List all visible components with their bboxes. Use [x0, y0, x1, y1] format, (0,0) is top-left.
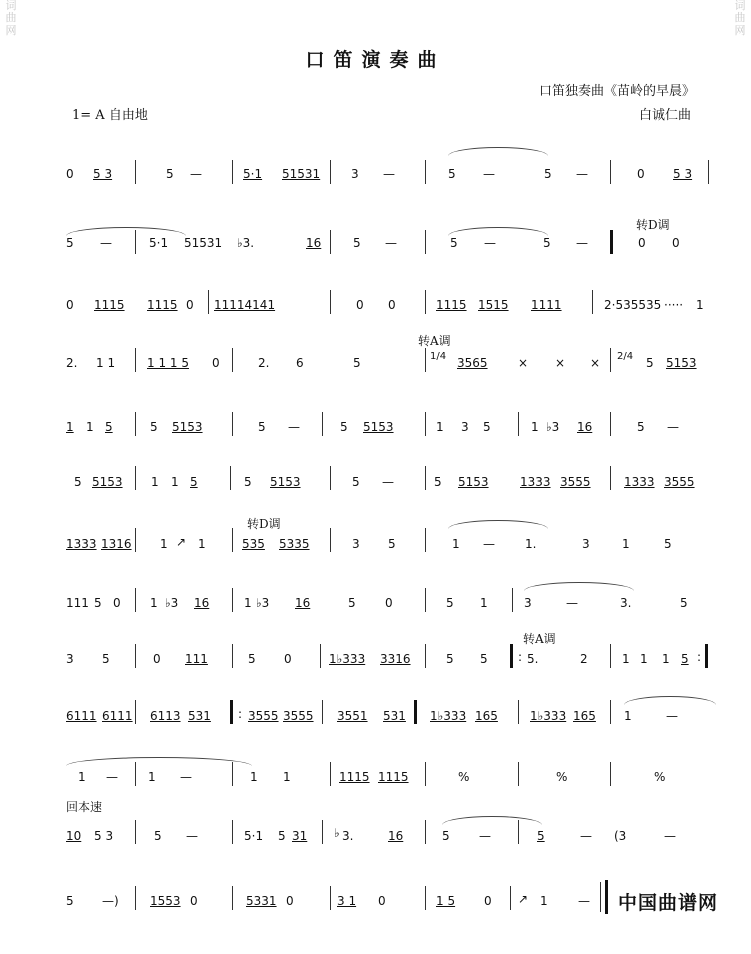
- note-token: 0: [638, 236, 646, 250]
- note-token: 5: [664, 537, 672, 551]
- barline: [232, 762, 233, 786]
- note-token: 0: [378, 894, 386, 908]
- note-token: 5: [483, 420, 491, 434]
- note-token: —: [382, 475, 394, 489]
- note-token: 0: [388, 298, 396, 312]
- note-token: 5: [352, 475, 360, 489]
- note-token: 1115: [94, 298, 125, 312]
- barline: [610, 762, 611, 786]
- barline: [135, 700, 136, 724]
- barline: [425, 644, 426, 668]
- barline: [330, 290, 331, 314]
- note-token: 3555: [560, 475, 591, 489]
- barline: [135, 466, 136, 490]
- note-token: 5153: [92, 475, 123, 489]
- barline: [425, 466, 426, 490]
- note-token: —: [666, 709, 678, 723]
- repeat-dots: :: [238, 707, 243, 721]
- note-token: 5: [480, 652, 488, 666]
- note-token: 1333: [624, 475, 655, 489]
- note-token: 5: [154, 829, 162, 843]
- note-token: 3: [582, 537, 590, 551]
- note-token: 6113: [150, 709, 181, 723]
- barline: [135, 886, 136, 910]
- note-token: 5: [258, 420, 266, 434]
- note-token: 1: [151, 475, 159, 489]
- note-token: 1: [283, 770, 291, 784]
- time-signature: 1/4: [430, 351, 447, 362]
- slur: [624, 696, 716, 705]
- note-token: 5: [388, 537, 396, 551]
- note-token: 1: [624, 709, 632, 723]
- note-token: ·····: [664, 298, 684, 312]
- note-token: —: [288, 420, 300, 434]
- note-token: 5.: [527, 652, 539, 666]
- note-token: 5335: [279, 537, 310, 551]
- note-token: 1 1 1 5: [147, 356, 189, 370]
- note-token: —: [186, 829, 198, 843]
- note-token: 0: [484, 894, 492, 908]
- barline: [425, 348, 426, 372]
- note-token: 16: [306, 236, 322, 250]
- note-token: 1: [148, 770, 156, 784]
- barline: [232, 588, 233, 612]
- barline: [610, 412, 611, 436]
- barline: [592, 290, 593, 314]
- barline: [322, 700, 323, 724]
- note-token: 5: [434, 475, 442, 489]
- glide-arrow: ↗: [518, 892, 529, 906]
- barline: [135, 348, 136, 372]
- note-token: 3.: [342, 829, 354, 843]
- barline: [135, 644, 136, 668]
- note-token: 5153: [458, 475, 489, 489]
- note-token: 51531: [282, 167, 321, 181]
- barline: [425, 820, 426, 844]
- note-token: 5: [637, 420, 645, 434]
- note-token: 1553: [150, 894, 181, 908]
- note-token: 3: [352, 537, 360, 551]
- note-token: 1: [662, 652, 670, 666]
- repeat-dots: :: [518, 650, 523, 664]
- barline: [322, 412, 323, 436]
- note-token: —: [580, 829, 592, 843]
- barline: [610, 644, 611, 668]
- note-token: 3565: [457, 356, 488, 370]
- note-token: 535: [242, 537, 265, 551]
- note-token: 5: [442, 829, 450, 843]
- note-token: 5: [537, 829, 545, 843]
- note-token: 5: [448, 167, 456, 181]
- note-token: 5153: [270, 475, 301, 489]
- note-token: 0: [66, 167, 74, 181]
- note-token: 3316: [380, 652, 411, 666]
- barline: [330, 886, 331, 910]
- note-token: 6111: [102, 709, 133, 723]
- note-token: 5: [190, 475, 198, 489]
- note-token: 5: [248, 652, 256, 666]
- repeat-mark: %: [556, 770, 568, 784]
- note-token: 5: [150, 420, 158, 434]
- note-token: 51531: [184, 236, 223, 250]
- note-token: 1: [436, 420, 444, 434]
- note-token: 1: [640, 652, 648, 666]
- note-token: 5: [66, 894, 74, 908]
- note-token: 0: [385, 596, 393, 610]
- barline: [135, 528, 136, 552]
- note-token: 5153: [172, 420, 203, 434]
- barline: [232, 886, 233, 910]
- repeat-mark: %: [654, 770, 666, 784]
- note-token: 165: [573, 709, 596, 723]
- note-token: 16: [388, 829, 404, 843]
- barline: [708, 160, 709, 184]
- note-token: 2·535535: [604, 298, 662, 312]
- note-token: 1: [150, 596, 158, 610]
- note-token: 0: [212, 356, 220, 370]
- note-token: —: [576, 236, 588, 250]
- note-token: —: [479, 829, 491, 843]
- barline: [518, 700, 519, 724]
- note-token: 1115: [339, 770, 370, 784]
- note-token: 5·1: [243, 167, 263, 181]
- note-token: 5: [278, 829, 286, 843]
- barline: [425, 588, 426, 612]
- note-token: —: [664, 829, 676, 843]
- note-token: 1: [696, 298, 704, 312]
- repeat-dots: :: [697, 650, 702, 664]
- note-token: 5: [446, 652, 454, 666]
- note-token: 16: [295, 596, 311, 610]
- barline: [425, 412, 426, 436]
- note-token: 3555: [664, 475, 695, 489]
- slur: [66, 227, 186, 236]
- barline: [230, 466, 231, 490]
- note-token: 6111: [66, 709, 97, 723]
- note-token: 2.: [258, 356, 270, 370]
- note-token: 1 1: [96, 356, 116, 370]
- barline: [600, 882, 601, 912]
- note-token: 1115: [436, 298, 467, 312]
- barline: [232, 160, 233, 184]
- note-token: 1: [622, 652, 630, 666]
- note-token: —): [102, 894, 119, 908]
- note-token: —: [100, 236, 112, 250]
- barline: [425, 886, 426, 910]
- note-token: 16: [194, 596, 210, 610]
- note-token: 5·1: [149, 236, 169, 250]
- note-token: 3: [351, 167, 359, 181]
- note-token: 16: [577, 420, 593, 434]
- key-change-label: 转D调: [636, 218, 670, 232]
- slur: [66, 757, 252, 766]
- note-token: 5: [166, 167, 174, 181]
- score-title: 口笛演奏曲: [305, 49, 446, 71]
- note-token: —: [578, 894, 590, 908]
- barline: [330, 230, 331, 254]
- note-token: 5: [353, 356, 361, 370]
- note-token: 31: [292, 829, 308, 843]
- note-token: 0: [672, 236, 680, 250]
- repeat-barline: [414, 700, 417, 724]
- note-token: 1316: [101, 537, 132, 551]
- note-token: 531: [188, 709, 211, 723]
- note-token: 10: [66, 829, 82, 843]
- note-token: (3: [614, 829, 627, 843]
- glide-arrow: ↗: [176, 535, 187, 549]
- note-token: 5: [94, 596, 102, 610]
- note-token: 1115: [378, 770, 409, 784]
- note-token: —: [484, 236, 496, 250]
- barline: [330, 762, 331, 786]
- note-token: 0: [186, 298, 194, 312]
- note-token: 5 3: [93, 167, 113, 181]
- note-token: 5: [353, 236, 361, 250]
- barline: [330, 160, 331, 184]
- repeat-mark: ×: [590, 356, 601, 370]
- note-token: 3555: [283, 709, 314, 723]
- note-token: 5: [646, 356, 654, 370]
- barline: [610, 348, 611, 372]
- barline: [232, 348, 233, 372]
- note-token: 5: [450, 236, 458, 250]
- note-token: 0: [153, 652, 161, 666]
- note-token: ♭3: [165, 596, 179, 610]
- composer: 白诚仁曲: [638, 108, 691, 123]
- note-token: 5 3: [94, 829, 114, 843]
- note-token: 1: [531, 420, 539, 434]
- note-token: 1: [244, 596, 252, 610]
- slur: [448, 227, 548, 236]
- note-token: —: [667, 420, 679, 434]
- note-token: 0: [113, 596, 121, 610]
- watermark-right: 词 曲 网: [734, 0, 746, 37]
- note-token: 5: [544, 167, 552, 181]
- barline: [425, 290, 426, 314]
- note-token: 5: [244, 475, 252, 489]
- barline-double: [610, 230, 613, 254]
- note-token: 3: [66, 652, 74, 666]
- note-token: 3: [461, 420, 469, 434]
- note-token: 1.: [525, 537, 537, 551]
- note-token: 1: [66, 420, 74, 434]
- note-token: 5: [105, 420, 113, 434]
- barline: [208, 290, 209, 314]
- note-token: 1: [540, 894, 548, 908]
- note-token: 111: [185, 652, 208, 666]
- note-token: 165: [475, 709, 498, 723]
- barline: [322, 820, 323, 844]
- barline: [610, 160, 611, 184]
- note-token: 1 5: [436, 894, 456, 908]
- note-token: ♭: [334, 826, 340, 840]
- note-token: 5: [680, 596, 688, 610]
- barline: [135, 762, 136, 786]
- note-token: 5 3: [673, 167, 693, 181]
- barline: [518, 762, 519, 786]
- barline: [330, 466, 331, 490]
- note-token: 5: [543, 236, 551, 250]
- barline: [135, 412, 136, 436]
- key-change-label: 转D调: [247, 517, 281, 531]
- note-token: 3555: [248, 709, 279, 723]
- note-token: —: [383, 167, 395, 181]
- key-change-label: 转A调: [523, 632, 556, 646]
- note-token: 0: [286, 894, 294, 908]
- barline: [425, 160, 426, 184]
- barline: [232, 820, 233, 844]
- note-token: 1: [160, 537, 168, 551]
- score-subtitle: 口笛独奏曲《苗岭的早晨》: [538, 84, 695, 99]
- note-token: 1: [250, 770, 258, 784]
- barline: [610, 700, 611, 724]
- note-token: 5: [66, 236, 74, 250]
- note-token: 1: [198, 537, 206, 551]
- barline: [425, 230, 426, 254]
- note-token: 2.: [66, 356, 78, 370]
- slur: [448, 520, 548, 529]
- note-token: 5: [348, 596, 356, 610]
- note-token: —: [483, 167, 495, 181]
- repeat-barline: [230, 700, 233, 724]
- key-tempo: 1= A 自由地: [72, 108, 148, 123]
- note-token: 3: [524, 596, 532, 610]
- note-token: 5: [681, 652, 689, 666]
- barline: [135, 588, 136, 612]
- note-token: 0: [190, 894, 198, 908]
- repeat-mark: ×: [555, 356, 566, 370]
- slur: [524, 582, 634, 591]
- note-token: 0: [284, 652, 292, 666]
- note-token: 1: [78, 770, 86, 784]
- barline: [232, 412, 233, 436]
- repeat-start-barline: [510, 644, 513, 668]
- note-token: 3.: [620, 596, 632, 610]
- note-token: 1115: [147, 298, 178, 312]
- note-token: 5: [102, 652, 110, 666]
- note-token: ♭3: [256, 596, 270, 610]
- barline: [518, 820, 519, 844]
- note-token: 1: [480, 596, 488, 610]
- note-token: 1: [86, 420, 94, 434]
- note-token: 531: [383, 709, 406, 723]
- note-token: 1: [452, 537, 460, 551]
- barline: [518, 412, 519, 436]
- barline: [135, 820, 136, 844]
- note-token: 5: [340, 420, 348, 434]
- note-token: 1333: [66, 537, 97, 551]
- note-token: 11114141: [214, 298, 276, 312]
- note-token: 0: [356, 298, 364, 312]
- note-token: 5: [74, 475, 82, 489]
- note-token: 1333: [520, 475, 551, 489]
- note-token: 111: [66, 596, 89, 610]
- barline: [610, 466, 611, 490]
- note-token: 1♭333: [430, 709, 467, 723]
- repeat-end-barline: [705, 644, 708, 668]
- note-token: 5153: [666, 356, 697, 370]
- note-token: 1111: [531, 298, 562, 312]
- time-signature: 2/4: [617, 351, 634, 362]
- note-token: 5·1: [244, 829, 264, 843]
- slur: [442, 816, 542, 825]
- note-token: 6: [296, 356, 304, 370]
- note-token: 5: [446, 596, 454, 610]
- barline: [232, 644, 233, 668]
- note-token: 5153: [363, 420, 394, 434]
- note-token: —: [385, 236, 397, 250]
- note-token: ♭3.: [237, 236, 255, 250]
- note-token: 1515: [478, 298, 509, 312]
- barline: [425, 528, 426, 552]
- site-logo: 中国曲谱网: [618, 892, 719, 914]
- note-token: —: [106, 770, 118, 784]
- repeat-mark: ×: [518, 356, 529, 370]
- barline: [232, 528, 233, 552]
- barline: [330, 528, 331, 552]
- note-token: 5331: [246, 894, 277, 908]
- note-token: 1♭333: [530, 709, 567, 723]
- note-token: 3 1: [337, 894, 357, 908]
- note-token: ♭3: [546, 420, 560, 434]
- note-token: 3551: [337, 709, 368, 723]
- note-token: —: [180, 770, 192, 784]
- barline: [135, 160, 136, 184]
- barline: [425, 762, 426, 786]
- note-token: —: [483, 537, 495, 551]
- barline: [510, 886, 511, 910]
- note-token: 0: [66, 298, 74, 312]
- watermark-left: 词 曲 网: [5, 0, 17, 37]
- note-token: —: [190, 167, 202, 181]
- tempo-marking: 回本速: [66, 800, 103, 814]
- key-change-label: 转A调: [418, 334, 451, 348]
- repeat-mark: %: [458, 770, 470, 784]
- barline: [512, 588, 513, 612]
- note-token: 1: [622, 537, 630, 551]
- note-token: 1: [171, 475, 179, 489]
- note-token: 2: [580, 652, 588, 666]
- final-barline: [605, 880, 608, 914]
- note-token: —: [576, 167, 588, 181]
- note-token: 0: [637, 167, 645, 181]
- note-token: —: [566, 596, 578, 610]
- note-token: 1♭333: [329, 652, 366, 666]
- slur: [448, 147, 548, 156]
- barline: [320, 644, 321, 668]
- barline: [135, 230, 136, 254]
